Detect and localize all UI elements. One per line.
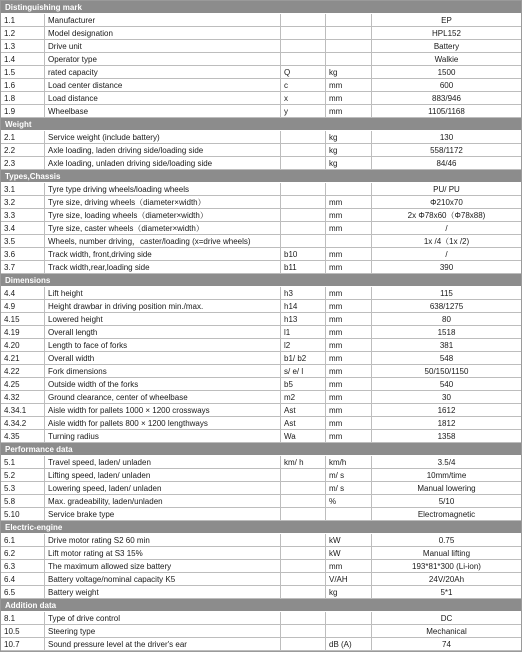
cell-val: Manual lowering — [417, 483, 476, 493]
spec-row — [1, 157, 521, 170]
cell-val: DC — [440, 613, 453, 623]
spec-row — [1, 404, 521, 417]
cell-val: Walkie — [434, 54, 459, 64]
cell-sym — [281, 560, 326, 572]
cell-sym: l1 — [281, 326, 326, 338]
cell-unit: mm — [326, 79, 372, 91]
cell-unit: % — [326, 495, 372, 507]
section-header: Types,Chassis — [1, 170, 521, 183]
cell-sym — [281, 53, 326, 65]
cell-val: 115 — [440, 288, 453, 298]
spec-row — [1, 339, 521, 352]
cell-sym: Q — [281, 66, 326, 78]
cell-no: 3.1 — [1, 183, 45, 195]
cell-no: 1.8 — [1, 92, 45, 104]
cell-no: 5.3 — [1, 482, 45, 494]
spec-row — [1, 378, 521, 391]
cell-unit: mm — [326, 417, 372, 429]
cell-no: 3.5 — [1, 235, 45, 247]
cell-sym — [281, 14, 326, 26]
cell-sym — [281, 196, 326, 208]
cell-desc: Operator type — [45, 53, 281, 65]
cell-desc: Overall length — [45, 326, 281, 338]
cell-no: 4.21 — [1, 352, 45, 364]
cell-no: 6.1 — [1, 534, 45, 546]
cell-no: 4.34.2 — [1, 417, 45, 429]
cell-no: 4.22 — [1, 365, 45, 377]
cell-no: 2.2 — [1, 144, 45, 156]
cell-no: 4.19 — [1, 326, 45, 338]
cell-unit: kW — [326, 547, 372, 559]
cell-unit — [326, 508, 372, 520]
cell-val: 84/46 — [436, 158, 457, 168]
cell-unit: mm — [326, 196, 372, 208]
cell-no: 5.2 — [1, 469, 45, 481]
spec-row — [1, 144, 521, 157]
cell-unit: km/h — [326, 456, 372, 468]
cell-desc: Overall width — [45, 352, 281, 364]
cell-sym — [281, 586, 326, 598]
cell-val: Battery — [433, 41, 460, 51]
cell-no: 1.4 — [1, 53, 45, 65]
spec-row — [1, 105, 521, 118]
cell-unit: kW — [326, 534, 372, 546]
cell-unit: mm — [326, 300, 372, 312]
cell-desc: Wheels, number driving，caster/loading (x=drive wheels) — [45, 235, 281, 247]
cell-unit: kg — [326, 144, 372, 156]
cell-val: 2x Φ78x60（Φ78x88) — [407, 210, 486, 220]
spec-row — [1, 417, 521, 430]
spec-row — [1, 547, 521, 560]
spec-row — [1, 391, 521, 404]
section-header: Performance data — [1, 443, 521, 456]
cell-val: Mechanical — [426, 626, 467, 636]
section-header: Dimensions — [1, 274, 521, 287]
cell-no: 2.1 — [1, 131, 45, 143]
cell-val: 10mm/time — [426, 470, 467, 480]
cell-desc: Tyre size, driving wheels（diameter×width） — [45, 196, 281, 208]
cell-sym — [281, 573, 326, 585]
cell-no: 4.25 — [1, 378, 45, 390]
cell-desc: Drive unit — [45, 40, 281, 52]
spec-row — [1, 352, 521, 365]
spec-row — [1, 209, 521, 222]
cell-desc: rated capacity — [45, 66, 281, 78]
section-header: Addition data — [1, 599, 521, 612]
spec-row — [1, 625, 521, 638]
cell-desc: Manufacturer — [45, 14, 281, 26]
cell-no: 3.2 — [1, 196, 45, 208]
spec-row — [1, 183, 521, 196]
cell-val: 540 — [439, 379, 454, 389]
cell-sym: h3 — [281, 287, 326, 299]
cell-unit: m/ s — [326, 482, 372, 494]
cell-desc: Axle loading, laden driving side/loading side — [45, 144, 281, 156]
cell-val: 0.75 — [438, 535, 455, 545]
cell-desc: Sound pressure level at the driver's ear — [45, 638, 281, 650]
cell-unit — [326, 235, 372, 247]
cell-sym — [281, 209, 326, 221]
spec-row — [1, 495, 521, 508]
cell-no: 3.6 — [1, 248, 45, 260]
cell-val: 193*81*300 (Li-ion) — [412, 561, 481, 571]
cell-sym: Ast — [281, 404, 326, 416]
cell-unit: kg — [326, 586, 372, 598]
cell-sym — [281, 612, 326, 624]
cell-unit: dB (A) — [326, 638, 372, 650]
cell-desc: Wheelbase — [45, 105, 281, 117]
cell-sym — [281, 547, 326, 559]
cell-unit: m/ s — [326, 469, 372, 481]
cell-desc: Length to face of forks — [45, 339, 281, 351]
cell-val: 558/1172 — [430, 145, 463, 155]
cell-unit: mm — [326, 326, 372, 338]
cell-sym — [281, 131, 326, 143]
cell-val: 74 — [442, 639, 451, 649]
cell-unit: mm — [326, 365, 372, 377]
cell-val: 1358 — [437, 431, 456, 441]
cell-desc: Fork dimensions — [45, 365, 281, 377]
cell-unit: mm — [326, 92, 372, 104]
cell-unit — [326, 612, 372, 624]
spec-row — [1, 14, 521, 27]
cell-val: / — [445, 249, 448, 259]
cell-desc: Outside width of the forks — [45, 378, 281, 390]
cell-sym: b5 — [281, 378, 326, 390]
cell-desc: Track width, front,driving side — [45, 248, 281, 260]
cell-sym — [281, 625, 326, 637]
spec-row — [1, 430, 521, 443]
cell-desc: Service weight (include battery) — [45, 131, 281, 143]
cell-desc: Drive motor rating S2 60 min — [45, 534, 281, 546]
cell-val: 50/150/1150 — [424, 366, 469, 376]
cell-desc: Load center distance — [45, 79, 281, 91]
cell-no: 6.3 — [1, 560, 45, 572]
cell-val: 1812 — [437, 418, 456, 428]
cell-sym: l2 — [281, 339, 326, 351]
cell-sym — [281, 235, 326, 247]
cell-desc: Travel speed, laden/ unladen — [45, 456, 281, 468]
cell-unit: kg — [326, 157, 372, 169]
spec-row — [1, 27, 521, 40]
cell-val: 548 — [439, 353, 454, 363]
cell-unit — [326, 625, 372, 637]
cell-val: EP — [441, 15, 452, 25]
spec-row — [1, 196, 521, 209]
cell-unit: mm — [326, 391, 372, 403]
cell-sym: m2 — [281, 391, 326, 403]
cell-val: 3.5/4 — [437, 457, 456, 467]
cell-val: Electromagnetic — [417, 509, 476, 519]
spec-row — [1, 456, 521, 469]
cell-sym: Wa — [281, 430, 326, 442]
cell-sym — [281, 508, 326, 520]
cell-desc: Lift height — [45, 287, 281, 299]
cell-sym: km/ h — [281, 456, 326, 468]
cell-desc: Type of drive control — [45, 612, 281, 624]
cell-no: 1.6 — [1, 79, 45, 91]
spec-row — [1, 53, 521, 66]
spec-row — [1, 508, 521, 521]
cell-val: 600 — [439, 80, 454, 90]
cell-no: 10.7 — [1, 638, 45, 650]
cell-val: 381 — [439, 340, 454, 350]
cell-no: 4.34.1 — [1, 404, 45, 416]
spec-row — [1, 261, 521, 274]
cell-unit: mm — [326, 378, 372, 390]
spec-row — [1, 92, 521, 105]
spec-row — [1, 287, 521, 300]
cell-sym — [281, 638, 326, 650]
cell-val: 390 — [439, 262, 454, 272]
cell-no: 1.1 — [1, 14, 45, 26]
cell-unit — [326, 27, 372, 39]
cell-desc: Model designation — [45, 27, 281, 39]
cell-desc: Steering type — [45, 625, 281, 637]
cell-sym — [281, 482, 326, 494]
cell-val: 30 — [442, 392, 451, 402]
cell-sym — [281, 27, 326, 39]
spec-row — [1, 586, 521, 599]
cell-no: 3.3 — [1, 209, 45, 221]
spec-row — [1, 222, 521, 235]
cell-desc: Axle loading, unladen driving side/loading side — [45, 157, 281, 169]
cell-unit: mm — [326, 404, 372, 416]
cell-unit — [326, 40, 372, 52]
cell-no: 3.4 — [1, 222, 45, 234]
cell-unit — [326, 14, 372, 26]
cell-val: 5/10 — [438, 496, 455, 506]
cell-desc: Battery voltage/nominal capacity K5 — [45, 573, 281, 585]
cell-sym — [281, 157, 326, 169]
cell-val: 1105/1168 — [428, 106, 465, 116]
cell-no: 5.1 — [1, 456, 45, 468]
cell-unit: mm — [326, 560, 372, 572]
cell-unit: mm — [326, 313, 372, 325]
spec-row — [1, 313, 521, 326]
spec-row — [1, 560, 521, 573]
cell-unit: mm — [326, 105, 372, 117]
cell-val: 5*1 — [440, 587, 453, 597]
cell-val: PU/ PU — [433, 184, 460, 194]
spec-row — [1, 300, 521, 313]
cell-val: 1612 — [437, 405, 456, 415]
spec-row — [1, 248, 521, 261]
cell-desc: Aisle width for pallets 1000 × 1200 crossways — [45, 404, 281, 416]
cell-sym: b11 — [281, 261, 326, 273]
cell-sym — [281, 40, 326, 52]
spec-row — [1, 365, 521, 378]
spec-row — [1, 40, 521, 53]
cell-desc: Max. gradeability, laden/unladen — [45, 495, 281, 507]
cell-desc: Service brake type — [45, 508, 281, 520]
cell-val: 1518 — [437, 327, 456, 337]
cell-no: 3.7 — [1, 261, 45, 273]
cell-sym: b1/ b2 — [281, 352, 326, 364]
cell-val: 80 — [442, 314, 451, 324]
cell-desc: Lowering speed, laden/ unladen — [45, 482, 281, 494]
cell-desc: Turning radius — [45, 430, 281, 442]
cell-sym: y — [281, 105, 326, 117]
spec-row — [1, 469, 521, 482]
cell-desc: The maximum allowed size battery — [45, 560, 281, 572]
cell-no: 5.10 — [1, 508, 45, 520]
cell-no: 4.20 — [1, 339, 45, 351]
cell-val: Φ210x70 — [430, 197, 463, 207]
cell-unit: V/AH — [326, 573, 372, 585]
cell-sym: h13 — [281, 313, 326, 325]
spec-row — [1, 66, 521, 79]
cell-unit: mm — [326, 430, 372, 442]
cell-sym — [281, 495, 326, 507]
cell-val: 24V/20Ah — [428, 574, 465, 584]
cell-desc: Tyre type driving wheels/loading wheels — [45, 183, 281, 195]
cell-sym — [281, 183, 326, 195]
cell-unit: mm — [326, 209, 372, 221]
cell-desc: Tyre size, caster wheels（diameter×width） — [45, 222, 281, 234]
cell-unit: mm — [326, 339, 372, 351]
cell-no: 4.32 — [1, 391, 45, 403]
cell-desc: Ground clearance, center of wheelbase — [45, 391, 281, 403]
cell-desc: Lift motor rating at S3 15% — [45, 547, 281, 559]
cell-no: 1.2 — [1, 27, 45, 39]
cell-desc: Battery weight — [45, 586, 281, 598]
cell-unit — [326, 183, 372, 195]
cell-no: 4.4 — [1, 287, 45, 299]
section-header: Weight — [1, 118, 521, 131]
cell-unit: mm — [326, 287, 372, 299]
cell-no: 1.3 — [1, 40, 45, 52]
spec-row — [1, 131, 521, 144]
cell-desc: Lowered height — [45, 313, 281, 325]
cell-val: 638/1275 — [429, 301, 464, 311]
section-header: Electric-engine — [1, 521, 521, 534]
spec-row — [1, 326, 521, 339]
cell-sym: x — [281, 92, 326, 104]
section-header: Distinguishing mark — [1, 1, 521, 14]
cell-no: 1.9 — [1, 105, 45, 117]
spec-row — [1, 573, 521, 586]
cell-val: 1500 — [437, 67, 456, 77]
cell-sym: c — [281, 79, 326, 91]
cell-desc: Height drawbar in driving position min./max. — [45, 300, 281, 312]
cell-val: 130 — [439, 132, 454, 142]
cell-sym: s/ e/ l — [281, 365, 326, 377]
cell-unit: kg — [326, 66, 372, 78]
spec-row — [1, 235, 521, 248]
cell-no: 10.5 — [1, 625, 45, 637]
cell-desc: Load distance — [45, 92, 281, 104]
spec-row — [1, 482, 521, 495]
cell-no: 8.1 — [1, 612, 45, 624]
cell-sym: h14 — [281, 300, 326, 312]
cell-no: 2.3 — [1, 157, 45, 169]
cell-unit: mm — [326, 248, 372, 260]
cell-unit: mm — [326, 352, 372, 364]
cell-val: Manual lifting — [422, 548, 471, 558]
cell-sym — [281, 534, 326, 546]
cell-sym — [281, 144, 326, 156]
cell-sym — [281, 469, 326, 481]
cell-val: 1x /4（1x /2) — [423, 236, 470, 246]
cell-unit: mm — [326, 261, 372, 273]
cell-no: 4.35 — [1, 430, 45, 442]
spec-row — [1, 612, 521, 625]
cell-sym: b10 — [281, 248, 326, 260]
cell-unit: mm — [326, 222, 372, 234]
cell-no: 5.8 — [1, 495, 45, 507]
cell-desc: Tyre size, loading wheels（diameter×width） — [45, 209, 281, 221]
cell-val: HPL152 — [432, 28, 461, 38]
cell-val: 883/946 — [432, 93, 461, 103]
cell-sym — [281, 222, 326, 234]
cell-desc: Track width,rear,loading side — [45, 261, 281, 273]
spec-row — [1, 638, 521, 651]
spec-row — [1, 534, 521, 547]
cell-val: / — [445, 223, 448, 233]
cell-no: 6.5 — [1, 586, 45, 598]
cell-no: 4.9 — [1, 300, 45, 312]
cell-no: 6.2 — [1, 547, 45, 559]
cell-no: 4.15 — [1, 313, 45, 325]
cell-desc: Lifting speed, laden/ unladen — [45, 469, 281, 481]
spec-row — [1, 79, 521, 92]
cell-unit — [326, 53, 372, 65]
cell-desc: Aisle width for pallets 800 × 1200 lengthways — [45, 417, 281, 429]
cell-unit: kg — [326, 131, 372, 143]
cell-no: 1.5 — [1, 66, 45, 78]
cell-no: 6.4 — [1, 573, 45, 585]
cell-sym: Ast — [281, 417, 326, 429]
